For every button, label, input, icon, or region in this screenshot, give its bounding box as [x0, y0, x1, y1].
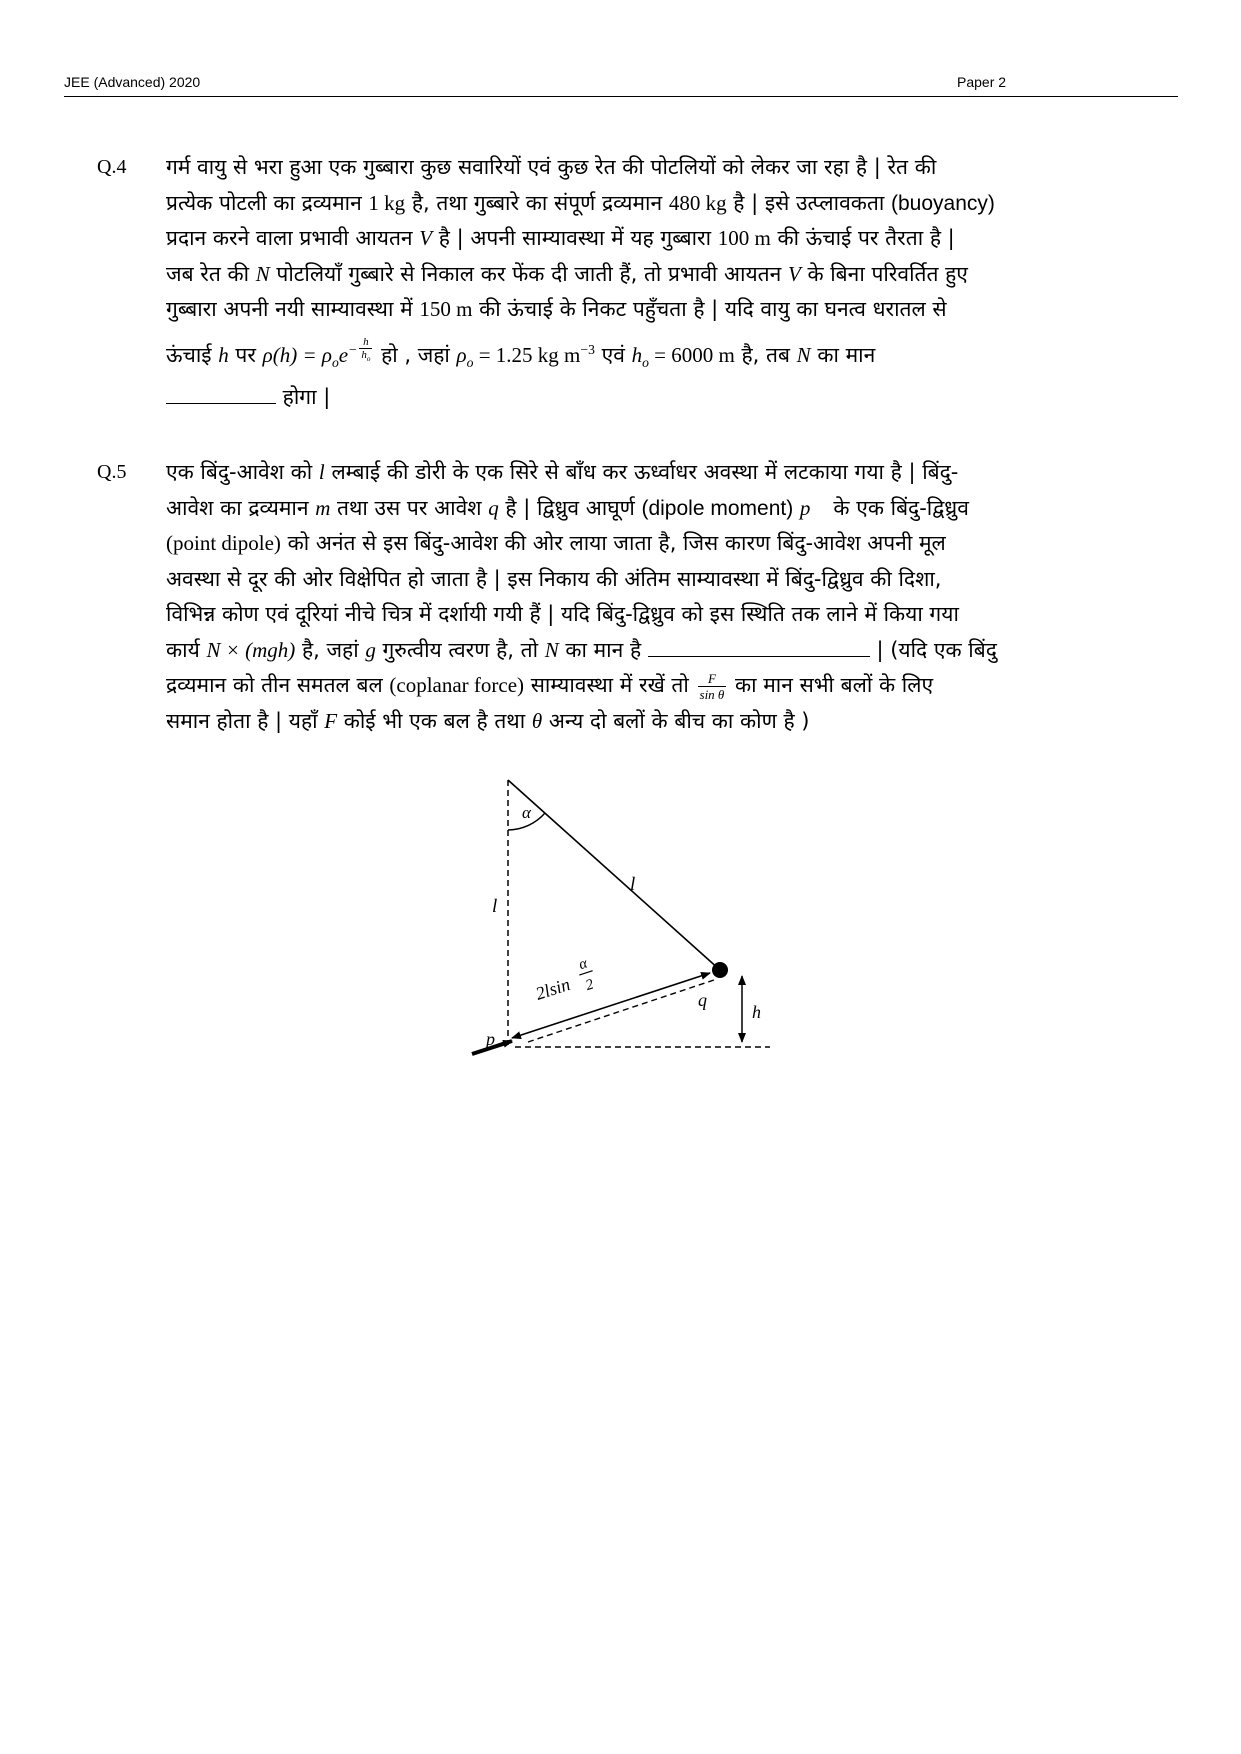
paper-label: Paper 2 — [957, 74, 1007, 90]
q4-rho-exp: −3 — [580, 341, 595, 357]
q5-text: अन्य दो बलों के बीच का कोण है ) — [542, 708, 810, 733]
q5-line-4: अवस्था से दूर की ओर विक्षेपित हो जाता है | इस निकाय की अंतिम साम्यावस्था में बिंदु-द्विध्रुव की दिशा, — [166, 566, 942, 591]
fraction-den — [359, 349, 372, 365]
q4-buoyancy: (buoyancy) — [890, 191, 995, 215]
vertical-length-label: l — [492, 896, 498, 917]
question-4-number: Q.4 — [97, 156, 127, 178]
q5-text: के एक बिंदु-द्विध्रुव — [826, 495, 969, 520]
formula-part: o — [366, 354, 371, 363]
formula-part: o — [466, 354, 474, 370]
q4-text: होगा | — [276, 385, 331, 410]
q4-text: है, तब — [734, 342, 797, 367]
q4-volume-symbol: V — [419, 226, 433, 250]
q4-text: का मान — [810, 342, 876, 367]
formula-exponent — [348, 335, 374, 363]
q4-text: है, तथा गुब्बारे का संपूर्ण द्रव्यमान — [405, 190, 669, 215]
q5-line-5: विभिन्न कोण एवं दूरियां नीचे चित्र में दर्शायी गयी हैं | यदि बिंदु-द्विध्रुव को इस स्थिति तक लाने में किया गया — [166, 602, 959, 626]
q5-text: को अनंत से इस बिंदु-आवेश की ओर लाया जाता है, जिस कारण बिंदु-आवेश अपनी मूल — [280, 531, 946, 555]
q5-text: समान होता है | यहाँ — [166, 708, 325, 733]
q5-text: आवेश का द्रव्यमान — [166, 495, 316, 520]
q5-line-7 — [166, 668, 1084, 704]
q4-text: गुब्बारा अपनी नयी साम्यावस्था में — [166, 297, 420, 321]
q4-mass-unit: 1 kg — [368, 190, 406, 215]
q4-text: जब रेत की — [166, 261, 256, 286]
q4-text: एवं — [594, 342, 632, 367]
q4-h0-value: = 6000 m — [648, 342, 735, 367]
q5-text: साम्यावस्था में रखें तो — [524, 673, 696, 697]
formula-part: e — [338, 342, 349, 367]
formula-part: o — [331, 354, 339, 370]
dipole-label: p⃗ — [486, 1029, 510, 1049]
fraction-num: h — [359, 336, 372, 349]
q5-text: गुरुत्वीय त्वरण है, तो — [375, 637, 545, 662]
formula-part: ρ — [456, 342, 467, 367]
q4-text: है | अपनी साम्यावस्था में यह गुब्बारा — [432, 226, 718, 250]
q4-line-4 — [166, 257, 1084, 293]
q4-text: प्रदान करने वाला प्रभावी आयतन — [166, 226, 420, 250]
string-line — [508, 780, 720, 970]
q5-line-6 — [166, 633, 1084, 669]
exam-title: JEE (Advanced) 2020 — [64, 74, 201, 90]
answer-blank[interactable] — [166, 383, 276, 404]
formula-part: o — [642, 354, 649, 370]
q4-text: पर — [228, 342, 263, 367]
q5-work-expr: N × (mgh) — [206, 637, 296, 662]
q4-text: है | इसे उत्प्लावकता — [726, 190, 891, 215]
q5-l-symbol: l — [318, 460, 325, 484]
fraction-num: F — [698, 671, 727, 687]
q4-n-symbol: N — [796, 342, 811, 367]
question-5-number: Q.5 — [97, 461, 127, 483]
q5-text: कोई भी एक बल है तथा — [337, 708, 532, 733]
exponent-fraction — [359, 336, 372, 365]
q5-f-symbol: F — [324, 708, 338, 733]
q5-theta-symbol: θ — [531, 708, 543, 733]
charge-label: q — [698, 990, 707, 1010]
q4-text: हो , जहां — [374, 342, 457, 367]
q5-line-3 — [166, 526, 1084, 562]
q4-text: पोटलियाँ गुब्बारे से निकाल कर फेंक दी जाती हैं, तो प्रभावी आयतन — [269, 261, 788, 286]
q5-line-1 — [166, 455, 1084, 491]
q4-text: के बिना परिवर्तित हुए — [800, 261, 968, 286]
q4-line-6 — [166, 332, 1084, 381]
q4-line-5 — [166, 292, 1084, 328]
distance-label — [529, 955, 599, 1010]
question-4-text — [166, 150, 1084, 416]
q5-point-dipole: (point dipole) — [166, 531, 281, 555]
q4-rho-value — [456, 342, 474, 370]
q4-line-3 — [166, 221, 1084, 257]
distance-den: 2 — [583, 976, 596, 995]
q5-text: तथा उस पर आवेश — [330, 495, 489, 520]
q5-text: कार्य — [166, 637, 207, 662]
formula-part: ρ(h) = ρ — [262, 342, 332, 367]
q5-line-2 — [166, 491, 1084, 527]
q4-line-2 — [166, 186, 1084, 222]
q5-text: | (यदि एक बिंदु — [869, 637, 997, 662]
q4-text: प्रत्येक पोटली का द्रव्यमान — [166, 190, 369, 215]
q5-text: है | द्विध्रुव आघूर्ण — [498, 495, 642, 520]
q4-line-7 — [166, 380, 1084, 416]
q5-m-symbol: m — [315, 495, 331, 520]
q5-n-symbol: N — [544, 637, 559, 662]
q4-h-symbol: h — [218, 342, 229, 367]
q5-text: द्रव्यमान को तीन समतल बल — [166, 673, 390, 697]
q4-rho-number: = 1.25 kg m — [473, 342, 581, 367]
q4-density-formula — [262, 335, 375, 370]
q4-h0 — [631, 342, 649, 370]
q4-text: की ऊंचाई के निकट पहुँचता है | यदि वायु का घनत्व धरातल से — [472, 297, 947, 321]
page-header — [64, 72, 1178, 97]
q5-g-symbol: g — [365, 637, 376, 662]
q4-text: की ऊंचाई पर तैरता है | — [770, 226, 955, 250]
question-5-text — [166, 455, 1084, 739]
string-length-label: l — [630, 874, 636, 895]
distance-prefix: 2lsin — [533, 973, 573, 1004]
q5-dipole-moment: (dipole moment) — [641, 496, 794, 520]
formula-part: h — [631, 342, 643, 367]
answer-blank[interactable] — [648, 636, 870, 657]
point-charge — [712, 962, 728, 978]
q4-height-150: 150 m — [419, 297, 473, 321]
q4-n-symbol: N — [255, 261, 270, 286]
q5-line-8 — [166, 704, 1084, 740]
height-label: h — [752, 1002, 761, 1022]
q5-text: एक बिंदु-आवेश को — [166, 460, 319, 484]
alpha-label: α — [522, 803, 531, 822]
formula-part: h — [361, 348, 367, 361]
q4-total-mass: 480 kg — [668, 190, 727, 215]
q4-height-100: 100 m — [717, 226, 771, 250]
q5-f-over-sin-theta — [698, 671, 727, 702]
pendulum-dipole-diagram — [470, 770, 790, 1070]
q5-text: लम्बाई की डोरी के एक सिरे से बाँध कर ऊर्ध्वाधर अवस्था में लटकाया गया है | बिंदु- — [324, 460, 959, 484]
q5-q-symbol: q — [488, 495, 499, 520]
q5-text: का मान सभी बलों के लिए — [728, 673, 934, 697]
q4-line-1: गर्म वायु से भरा हुआ एक गुब्बारा कुछ सवारियों एवं कुछ रेत की पोटलियों को लेकर जा रहा है | रेत की — [166, 155, 937, 179]
q5-coplanar-force: (coplanar force) — [389, 673, 525, 697]
fraction-den: sin θ — [699, 686, 725, 702]
q5-text: है, जहां — [295, 637, 366, 662]
q4-text: ऊंचाई — [166, 342, 219, 367]
formula-part: − — [348, 341, 358, 357]
q5-text: का मान है — [558, 637, 648, 662]
q4-volume-symbol: V — [787, 261, 801, 286]
q5-p-symbol: p⃗ — [799, 495, 827, 520]
distance-num: α — [576, 955, 590, 974]
